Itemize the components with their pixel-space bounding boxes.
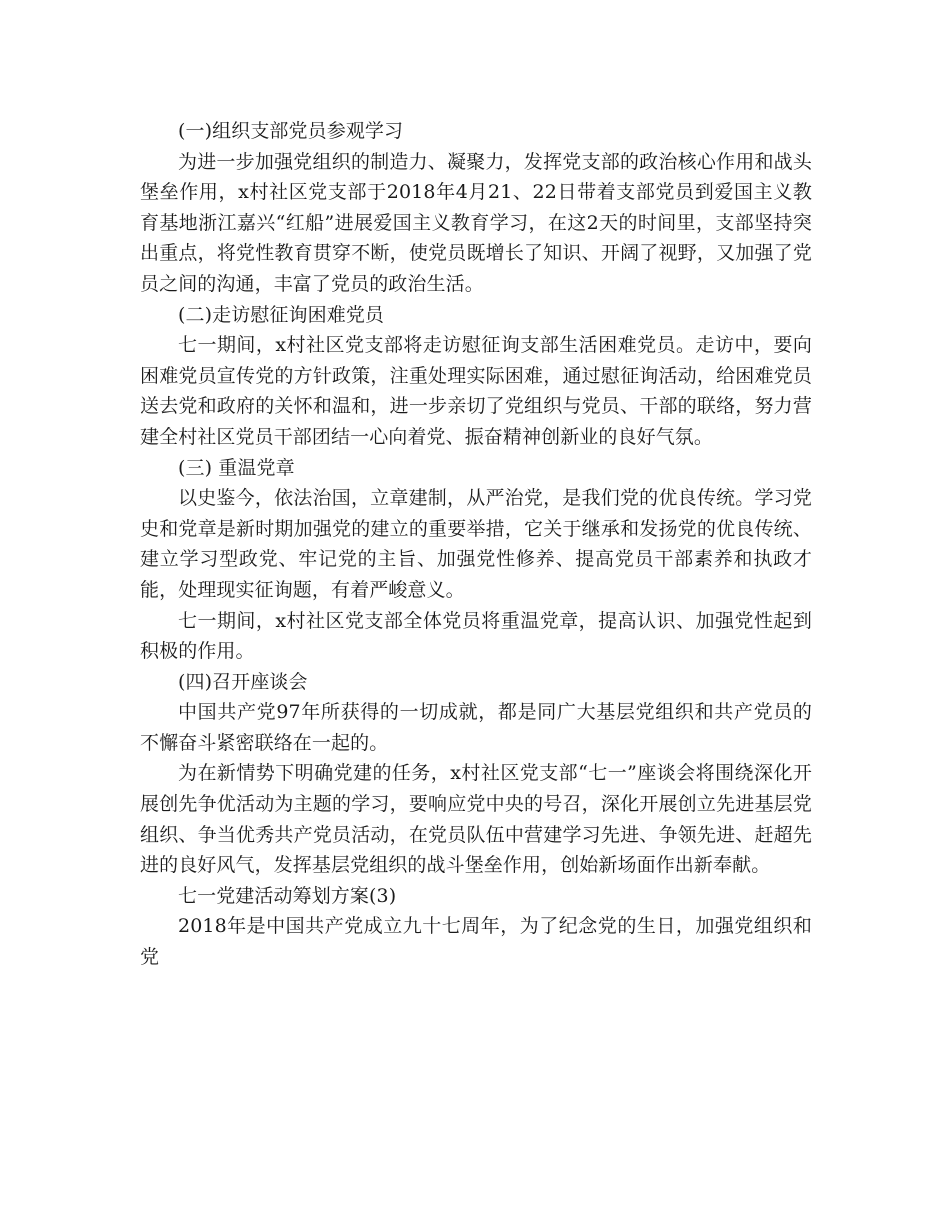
- paragraph: 中国共产党97年所获得的一切成就，都是同广大基层党组织和共产党员的不懈奋斗紧密联络在一起的。: [140, 701, 812, 754]
- section-heading-1: (一)组织支部党员参观学习: [178, 120, 404, 142]
- section-heading-4: (四)召开座谈会: [178, 670, 308, 693]
- paragraph: 2018年是中国共产党成立九十七周年，为了纪念党的生日，加强党组织和党: [140, 915, 812, 969]
- paragraph: 为进一步加强党组织的制造力、凝聚力，发挥党支部的政治核心作用和战头堡垒作用，x村社区党支部于2018年4月21、22日带着支部党员到爱国主义教育基地浙江嘉兴“红船”进展爱国主义教育学习，在这2天的时间里，支部坚持突出重点，将党性教育贯穿不断，使党员既增长了知识、开阔了视野，又加强了党员之间的沟通，丰富了党员的政治生活。: [140, 150, 812, 295]
- paragraph: 七一期间，x村社区党支部将走访慰征询支部生活困难党员。走访中，要向困难党员宣传党的方针政策，注重处理实际困难，通过慰征询活动，给困难党员送去党和政府的关怀和温和，进一步亲切了党组织与党员、干部的联络，努力营建全村社区党员干部团结一心向着党、振奋精神创新业的良好气氛。: [140, 334, 812, 448]
- document-body: [140, 116, 812, 973]
- section-heading-2: (二)走访慰征询困难党员: [178, 303, 385, 326]
- paragraph: 以史鉴今，依法治国，立章建制，从严治党，是我们党的优良传统。学习党史和党章是新时期加强党的建立的重要举措，它关于继承和发扬党的优良传统、建立学习型政党、牢记党的主旨、加强党性修养、提高党员干部素养和执政才能，处理现实征询题，有着严峻意义。: [140, 487, 812, 601]
- paragraph: 七一期间，x村社区党支部全体党员将重温党章，提高认识、加强党性起到积极的作用。: [140, 609, 812, 663]
- paragraph: 为在新情势下明确党建的任务，x村社区党支部“七一”座谈会将围绕深化开展创先争优活动为主题的学习，要响应党中央的号召，深化开展创立先进基层党组织、争当优秀共产党员活动，在党员队伍中营建学习先进、争领先进、赶超先进的良好风气，发挥基层党组织的战斗堡垒作用，创始新场面作出新奉献。: [140, 762, 812, 877]
- plan-heading: 七一党建活动筹划方案(3): [178, 884, 397, 907]
- section-heading-3: (三) 重温党章: [178, 456, 295, 479]
